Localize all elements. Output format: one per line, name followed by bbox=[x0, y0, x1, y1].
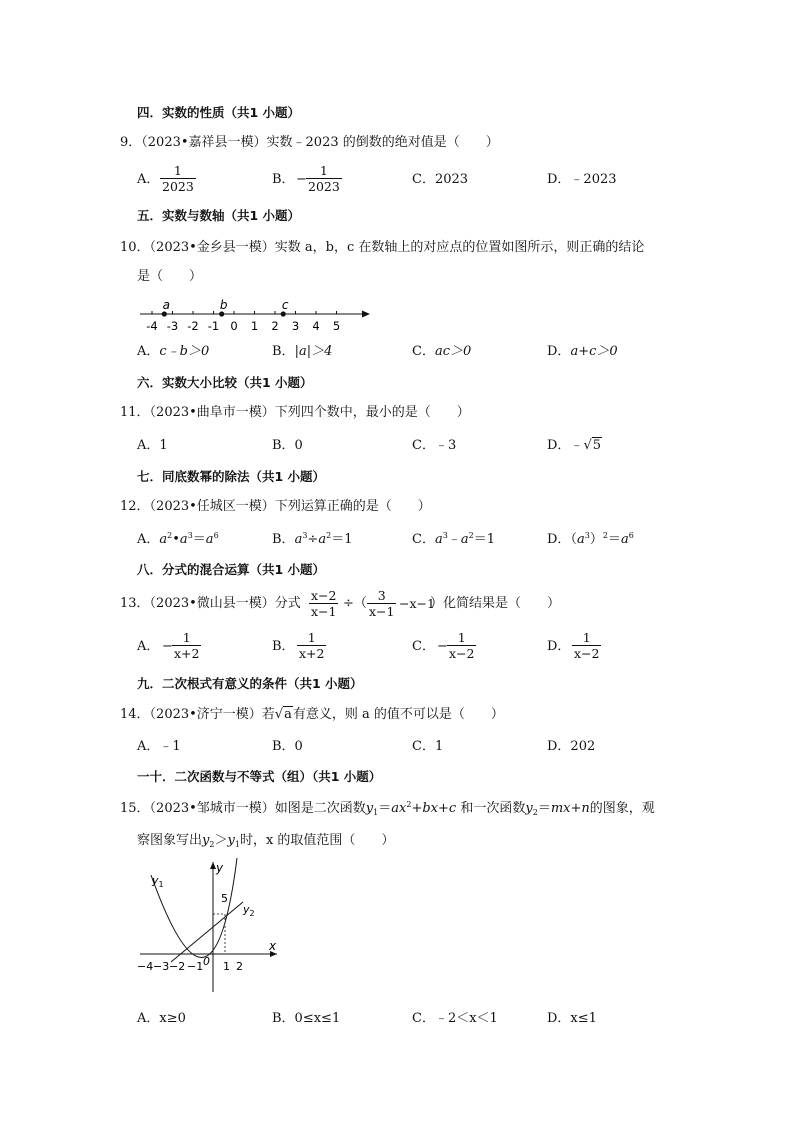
number-line-tick-label: -3 bbox=[166, 319, 179, 333]
number-line-tick-label: -4 bbox=[146, 319, 158, 333]
question-10-stem-cont: 是（ ） bbox=[137, 269, 203, 284]
question-9-option-c[interactable]: C．2023 bbox=[412, 172, 469, 187]
curve-label-y1: $y_1$ bbox=[152, 874, 164, 889]
number-line-tick-label: -1 bbox=[207, 319, 220, 333]
question-11-option-b[interactable]: B．0 bbox=[272, 438, 303, 453]
fraction: $\frac{1}{2023}$ bbox=[162, 163, 194, 194]
number-line-point-c bbox=[281, 311, 286, 316]
question-15-option-d[interactable]: D．x≤1 bbox=[547, 1011, 597, 1026]
question-12-stem: 12．（2023•任城区一模）下列运算正确的是（ ） bbox=[120, 499, 431, 514]
section-heading-7: 七．同底数幂的除法（共1 小题） bbox=[137, 469, 326, 484]
x-tick-label: −2 bbox=[169, 960, 186, 973]
number-line-arrow-icon bbox=[362, 311, 370, 318]
question-10-stem: 10．（2023•金乡县一模）实数 a，b，c 在数轴上的对应点的位置如图所示，则正确的结论 bbox=[120, 240, 645, 255]
number-line-tick-label: 1 bbox=[250, 319, 259, 333]
question-11-option-d[interactable]: D．﹣√5 bbox=[547, 438, 602, 453]
question-14-stem: 14．（2023•济宁一模）若√a有意义，则 a 的值不可以是（ ） bbox=[120, 707, 504, 722]
question-12-option-a[interactable]: A．$a^2•a^3=a^6$ bbox=[137, 531, 219, 547]
number-line-tick-label: 0 bbox=[230, 319, 238, 333]
section-heading-4: 四．实数的性质（共1 小题） bbox=[137, 105, 301, 120]
fraction: $\frac{3}{x-1}$ bbox=[369, 588, 395, 619]
question-9-option-d[interactable]: D．﹣2023 bbox=[547, 172, 617, 187]
question-11-stem: 11．（2023•曲阜市一模）下列四个数中，最小的是（ ） bbox=[120, 405, 470, 420]
sqrt-sign-icon: √ bbox=[583, 438, 592, 453]
question-13-stem: 13．（2023•微山县一模）分式 bbox=[120, 596, 301, 611]
fraction: $\frac{1}{x-2}$ bbox=[449, 630, 475, 661]
question-15-stem: 15．（2023•邹城市一模）如图是二次函数$y_1=ax^2+bx+c$ 和一次函数$y_2=mx+n$的图象，观 bbox=[120, 800, 655, 817]
x-tick-label: −4 bbox=[137, 960, 154, 973]
question-12-option-c[interactable]: C．$a^3﹣a^2=1$ bbox=[412, 531, 495, 547]
x-tick-label: −1 bbox=[187, 960, 204, 973]
x-tick-label: 1 bbox=[223, 960, 230, 973]
section-heading-6: 六．实数大小比较（共1 小题） bbox=[137, 375, 313, 390]
fraction: $\frac{1}{x+2}$ bbox=[174, 630, 200, 661]
question-15-option-c[interactable]: C．﹣2＜x＜1 bbox=[412, 1011, 498, 1026]
line-y2 bbox=[171, 902, 243, 962]
number-line-point-b bbox=[219, 311, 224, 316]
question-14-option-d[interactable]: D．202 bbox=[547, 739, 596, 754]
fraction: $\frac{1}{2023}$ bbox=[308, 163, 340, 194]
question-9-stem: 9．（2023•嘉祥县一模）实数﹣2023 的倒数的绝对值是（ ） bbox=[120, 135, 499, 150]
section-heading-10: 一十．二次函数与不等式（组）（共1 小题） bbox=[137, 769, 382, 784]
question-14-option-a[interactable]: A．﹣1 bbox=[137, 739, 181, 754]
number-line-tick-label: 3 bbox=[291, 319, 300, 333]
question-14-option-c[interactable]: C．1 bbox=[412, 739, 444, 754]
number-line-tick-label: 5 bbox=[332, 319, 341, 333]
number-line-tick-label: -2 bbox=[187, 319, 199, 333]
fraction: $\frac{1}{x-2}$ bbox=[574, 630, 600, 661]
sqrt-sign-icon: √ bbox=[274, 707, 284, 722]
y-tick-label: 5 bbox=[221, 892, 228, 905]
x-tick-label: −3 bbox=[153, 960, 170, 973]
origin-label: 0 bbox=[203, 955, 210, 968]
x-axis-label: x bbox=[269, 939, 277, 953]
fraction: $\frac{1}{x+2}$ bbox=[299, 630, 325, 661]
section-heading-9: 九．二次根式有意义的条件（共1 小题） bbox=[137, 676, 363, 691]
fraction: $\frac{x-2}{x-1}$ bbox=[311, 588, 337, 619]
question-11-option-a[interactable]: A．1 bbox=[137, 438, 168, 453]
section-heading-8: 八．分式的混合运算（共1 小题） bbox=[137, 562, 326, 577]
question-10-option-c[interactable]: C．ac＞0 bbox=[412, 344, 472, 359]
question-12-option-b[interactable]: B．$a^3\div a^2=1$ bbox=[272, 531, 353, 547]
number-line-tick-label: 4 bbox=[312, 319, 320, 333]
number-line-point-label-a: a bbox=[162, 298, 170, 312]
number-line-tick-label: 2 bbox=[271, 319, 279, 333]
x-tick-label: 2 bbox=[236, 960, 243, 973]
question-11-option-c[interactable]: C．﹣3 bbox=[412, 438, 457, 453]
question-10-option-a[interactable]: A．c﹣b＞0 bbox=[137, 344, 210, 359]
question-13-stem-end: ）化简结果是（ ） bbox=[430, 596, 561, 611]
function-graph bbox=[135, 858, 285, 998]
question-12-option-d[interactable]: D．$(a^3)^2=a^6$ bbox=[547, 531, 634, 547]
question-10-option-d[interactable]: D．a+c＞0 bbox=[547, 344, 618, 359]
number-line-point-label-b: b bbox=[219, 298, 228, 312]
question-14-option-b[interactable]: B．0 bbox=[272, 739, 303, 754]
number-line bbox=[136, 294, 376, 334]
question-15-stem-cont: 察图象写出$y_2>y_1$时，x 的取值范围（ ） bbox=[137, 833, 395, 849]
number-line-point-a bbox=[162, 311, 167, 316]
y-axis-label: y bbox=[216, 861, 224, 875]
division-sign: ÷（ bbox=[343, 596, 367, 611]
number-line-point-label-c: c bbox=[281, 298, 289, 312]
expression-tail: −x−1 bbox=[399, 596, 435, 611]
curve-label-y2: $y_2$ bbox=[243, 903, 255, 918]
question-15-option-b[interactable]: B．0≤x≤1 bbox=[272, 1011, 341, 1026]
question-10-option-b[interactable]: B．|a|＞4 bbox=[272, 344, 333, 359]
section-heading-5: 五．实数与数轴（共1 小题） bbox=[137, 208, 301, 223]
question-15-option-a[interactable]: A．x≥0 bbox=[137, 1011, 186, 1026]
